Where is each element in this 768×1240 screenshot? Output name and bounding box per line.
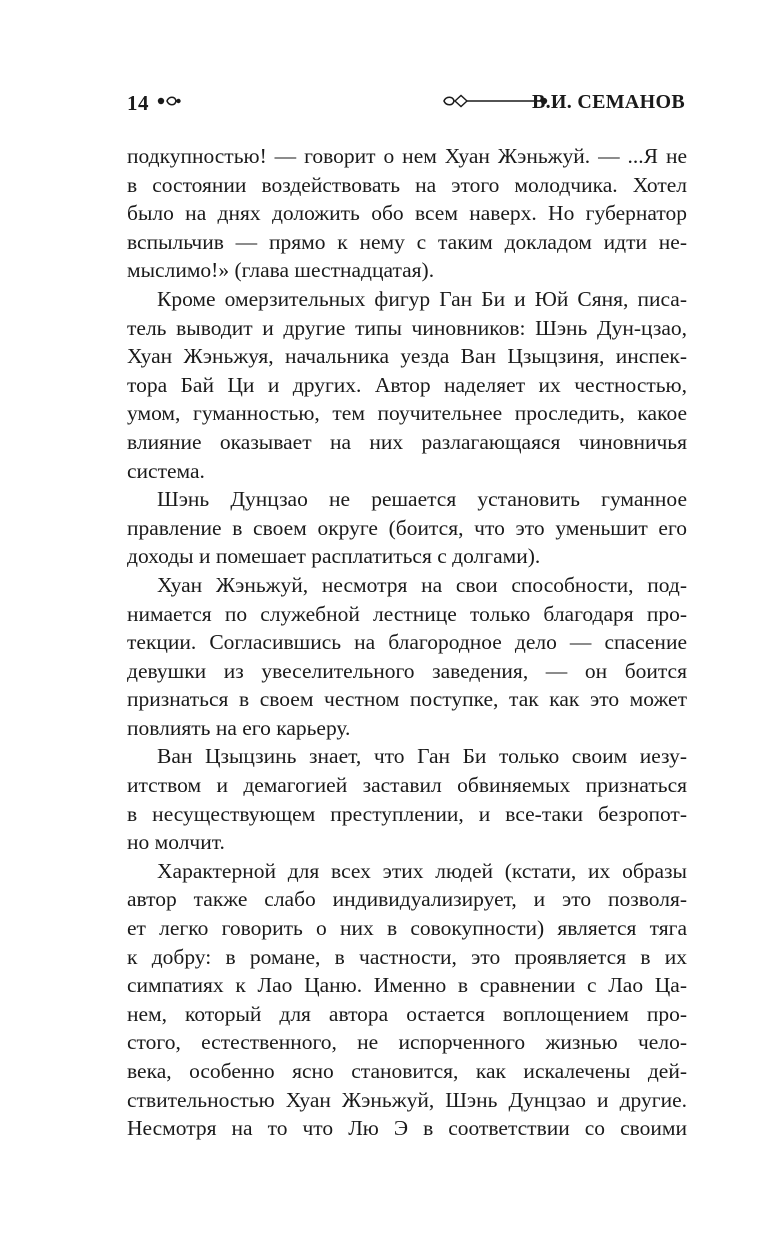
text-line: стого, естественного, не испорченного жизнью чело-	[127, 1030, 687, 1055]
text-line: подкупностью! — говорит о нем Хуан Жэньжуй. — ...Я не	[127, 144, 687, 168]
text-line: система.	[127, 458, 205, 483]
text-line: девушки из увеселительного заведения, — он боится	[127, 658, 687, 683]
text-line: правление в своем округе (боится, что это уменьшит его	[127, 515, 687, 540]
text-line: века, особенно ясно становится, как искалечены дей-	[127, 1059, 687, 1083]
text-line: мыслимо!» (глава шестнадцатая).	[127, 258, 435, 283]
text-line: симпатиях к Лао Цаню. Именно в сравнении с Лао Ца-	[127, 973, 687, 998]
text-line: автор также слабо индивидуализирует, и это позволя-	[127, 887, 687, 912]
text-line: к добру: в романе, в частности, это проявляется в их	[127, 944, 687, 969]
paragraph	[127, 285, 687, 485]
paragraph	[127, 485, 687, 571]
text-line: ет легко говорить о них в совокупности) является тяга	[127, 916, 687, 941]
author-name: В.И. СЕМАНОВ	[531, 91, 685, 113]
text-line: Ван Цзыцзинь знает, что Ган Би только своим иезу-	[157, 744, 687, 769]
paragraph	[127, 142, 687, 285]
text-line: в несуществующем преступлении, и все-таки безропот-	[127, 801, 687, 826]
text-line: Характерной для всех этих людей (кстати, их образы	[157, 858, 687, 883]
text-line: умом, гуманностью, тем поучительнее проследить, какое	[127, 401, 687, 426]
text-line: Шэнь Дунцзао не решается установить гуманное	[157, 487, 687, 512]
text-line: Хуан Жэньжуй, несмотря на свои способности, под-	[157, 572, 687, 597]
text-line: доходы и помешает расплатиться с долгами).	[127, 544, 541, 569]
text-line: итством и демагогией заставил обвиняемых признаться	[127, 773, 687, 798]
text-line: Несмотря на то что Лю Э в соответствии со своими	[127, 1116, 687, 1141]
text-line: в состоянии воздействовать на этого молодчика. Хотел	[127, 172, 687, 197]
text-line: Кроме омерзительных фигур Ган Би и Юй Сяня, писа-	[157, 286, 687, 311]
paragraph	[127, 742, 687, 856]
text-line: вспыльчив — прямо к нему с таким докладом идти не-	[127, 229, 687, 254]
text-line: было на днях доложить обо всем наверх. Но губернатор	[127, 201, 687, 226]
text-line: ствительностью Хуан Жэньжуй, Шэнь Дунцзао и другие.	[127, 1087, 687, 1112]
paragraph	[127, 571, 687, 743]
text-line: признаться в своем честном поступке, так как это может	[127, 687, 687, 712]
text-line: Хуан Жэньжуя, начальника уезда Ван Цзыцзиня, инспек-	[127, 344, 687, 369]
text-line: нимается по служебной лестнице только благодаря про-	[127, 601, 687, 626]
running-header	[127, 88, 685, 118]
body-text	[127, 142, 687, 1143]
text-line: но молчит.	[127, 830, 225, 855]
text-line: текции. Согласившись на благородное дело — спасение	[127, 630, 687, 655]
ornament-icon	[157, 94, 183, 108]
page-number: 14	[127, 91, 149, 115]
text-line: тора Бай Ци и других. Автор наделяет их честностью,	[127, 372, 687, 397]
text-line: нем, который для автора остается воплощением про-	[127, 1001, 687, 1026]
text-line: повлиять на его карьеру.	[127, 715, 351, 740]
paragraph	[127, 857, 687, 1143]
text-line: тель выводит и другие типы чиновников: Шэнь Дун-цзао,	[127, 315, 687, 340]
text-line: влияние оказывает на них разлагающаяся чиновничья	[127, 429, 687, 454]
